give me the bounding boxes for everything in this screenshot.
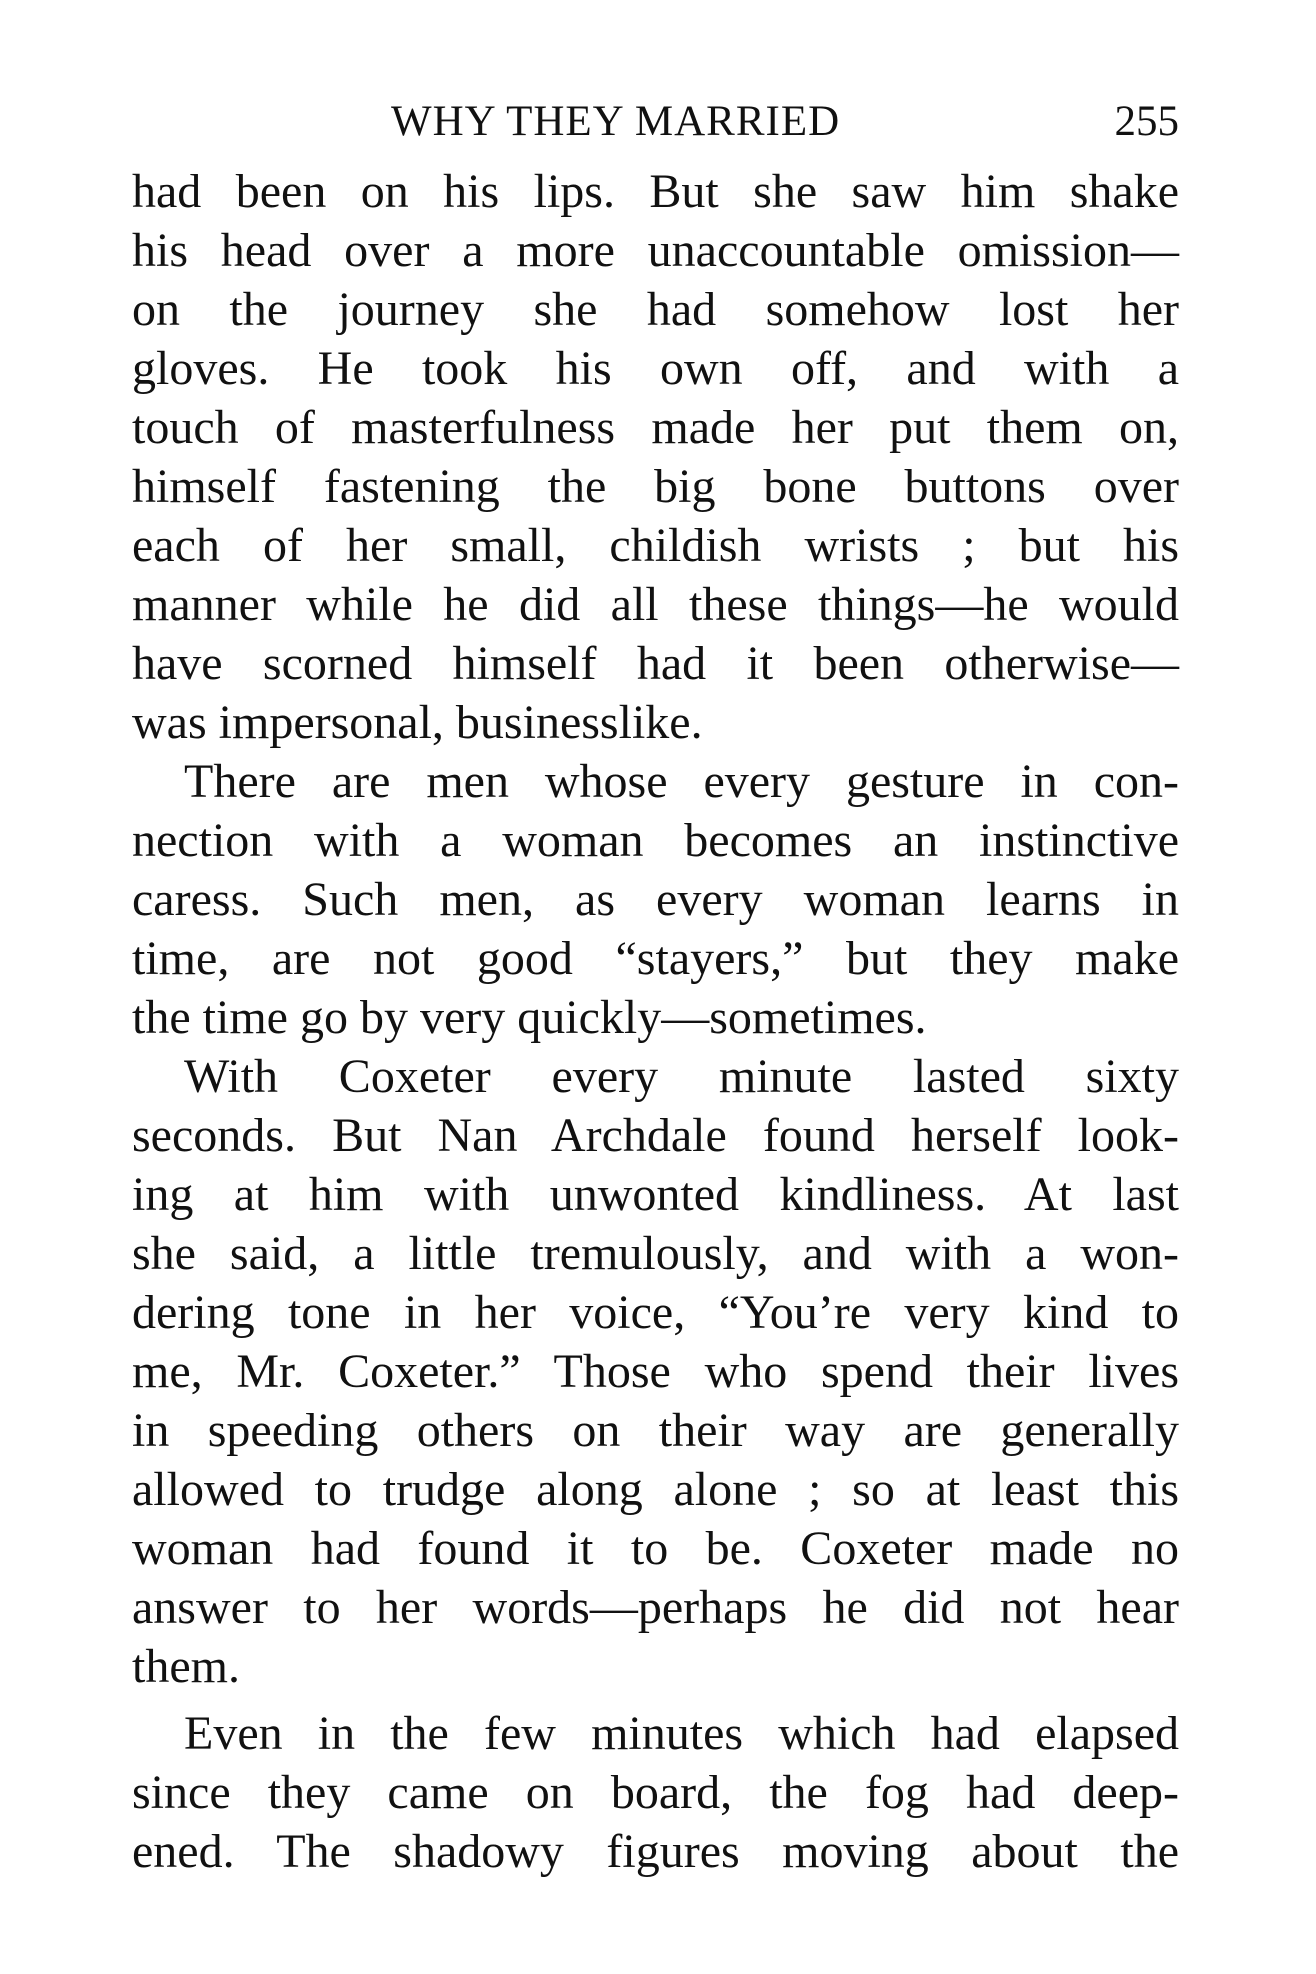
text-line: time, are not good “stayers,” but they make — [132, 932, 1179, 985]
text-line: allowed to trudge along alone ; so at least this — [132, 1463, 1179, 1516]
text-line: on the journey she had somehow lost her — [132, 283, 1179, 336]
text-line: touch of masterfulness made her put them on, — [132, 401, 1179, 454]
text-line: in speeding others on their way are generally — [132, 1404, 1179, 1457]
body-text — [132, 162, 1179, 1881]
text-line: was impersonal, businesslike. — [132, 696, 703, 749]
text-line: ened. The shadowy figures moving about the — [132, 1825, 1179, 1878]
text-line: ing at him with unwonted kindliness. At last — [132, 1168, 1179, 1221]
text-line: she said, a little tremulously, and with a won- — [132, 1227, 1179, 1280]
text-line: answer to her words—perhaps he did not hear — [132, 1581, 1179, 1634]
paragraph-gap — [132, 1696, 1179, 1704]
paragraph-3 — [132, 1047, 1179, 1696]
text-line: caress. Such men, as every woman learns in — [132, 873, 1179, 926]
running-title: WHY THEY MARRIED — [391, 98, 841, 145]
text-line: nection with a woman becomes an instinctive — [132, 814, 1179, 867]
text-line: me, Mr. Coxeter.” Those who spend their lives — [132, 1345, 1179, 1398]
text-line: seconds. But Nan Archdale found herself look- — [132, 1109, 1179, 1162]
running-head — [132, 92, 1179, 152]
text-line: With Coxeter every minute lasted sixty — [184, 1050, 1179, 1103]
text-line: the time go by very quickly—sometimes. — [132, 991, 927, 1044]
text-line: his head over a more unaccountable omission— — [132, 224, 1179, 277]
text-line: had been on his lips. But she saw him shake — [132, 165, 1179, 218]
text-line: them. — [132, 1640, 240, 1693]
page-number: 255 — [1114, 98, 1179, 145]
text-line: each of her small, childish wrists ; but his — [132, 519, 1179, 572]
text-line: himself fastening the big bone buttons over — [132, 460, 1179, 513]
text-line: have scorned himself had it been otherwise— — [132, 637, 1179, 690]
paragraph-2 — [132, 752, 1179, 1047]
paragraph-4 — [132, 1704, 1179, 1881]
text-line: manner while he did all these things—he would — [132, 578, 1179, 631]
text-line: since they came on board, the fog had deep- — [132, 1766, 1179, 1819]
text-line: gloves. He took his own off, and with a — [132, 342, 1179, 395]
text-line: There are men whose every gesture in con- — [184, 755, 1179, 808]
text-line: dering tone in her voice, “You’re very kind to — [132, 1286, 1179, 1339]
text-line: woman had found it to be. Coxeter made no — [132, 1522, 1179, 1575]
paragraph-1 — [132, 162, 1179, 752]
text-line: Even in the few minutes which had elapsed — [184, 1707, 1179, 1760]
